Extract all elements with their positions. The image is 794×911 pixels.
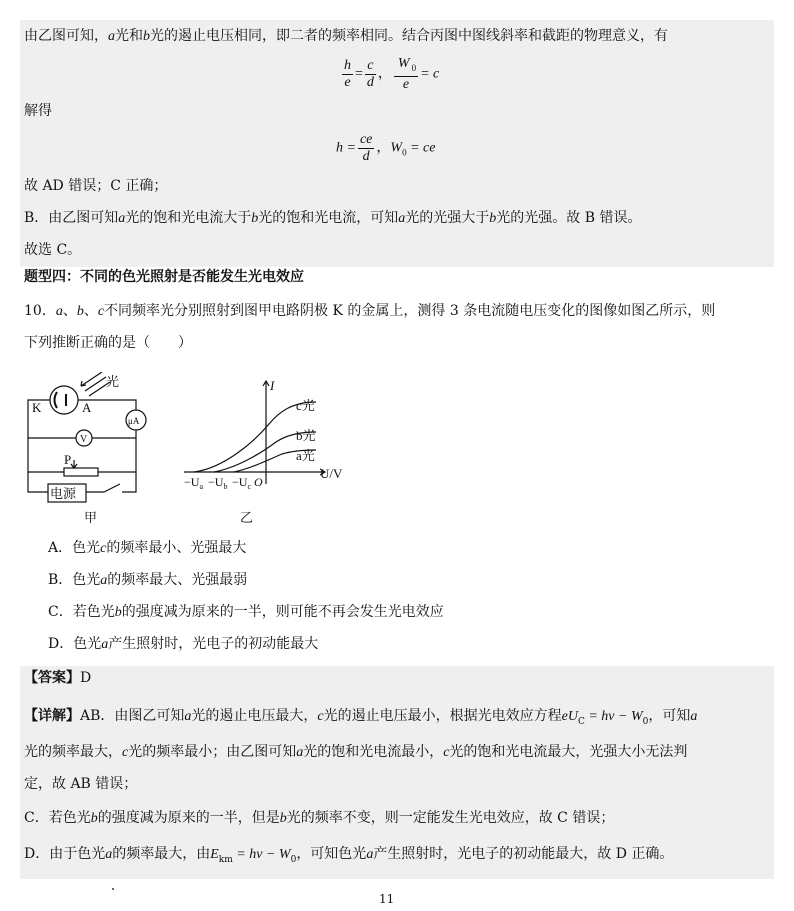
- neg-ub-label: $-U_b$: [208, 475, 228, 491]
- option-c: C．若色光b的强度减为原来的一半，则可能不再会发生光电效应: [48, 604, 444, 620]
- light-ray-1: [81, 372, 102, 386]
- section-title: 题型四：不同的色光照射是否能发生光电效应: [24, 269, 304, 285]
- k-label: K: [32, 400, 42, 415]
- a-label-graph: a光: [296, 448, 315, 463]
- neg-ua-label: $-U_a$: [184, 475, 203, 491]
- wire-right: [92, 430, 136, 438]
- question-stem-1: 10．a、b、c不同频率光分别照射到图甲电路阴极 K 的金属上，测得 3 条电流随电压变化的图像如图乙所示，则: [24, 303, 716, 319]
- light-ray-2: [85, 377, 106, 391]
- a-label: A: [82, 400, 92, 415]
- answer-line: 【答案】D: [24, 670, 92, 686]
- equation-2: h = $\frac{ce}{d}$ ，$W_0$ = ce: [336, 132, 436, 164]
- voltmeter-label: V: [80, 434, 88, 445]
- solve-label: 解得: [24, 103, 52, 119]
- detail-line-1: 【详解】AB．由图乙可知a光的遏止电压最大，c光的遏止电压最小，根据光电效应方程$eU_C = h\nu - W_0$，可知a: [24, 708, 698, 727]
- solution-c: 故选 C。: [24, 242, 82, 258]
- scan-dot: [112, 888, 114, 890]
- detail-line-3: 定，故 AB 错误；: [24, 776, 138, 792]
- u-label: U/V: [320, 466, 343, 481]
- circuit-diagram: [28, 372, 146, 525]
- switch: [86, 484, 120, 492]
- neg-uc-label: $-U_c$: [232, 475, 252, 491]
- figure-svg: [24, 372, 364, 532]
- c-label: c光: [296, 398, 315, 413]
- origin-label: O: [254, 475, 263, 489]
- equation-1: $\frac{h}{e}$ = $\frac{c}{d}$ ， $\frac{W _0}{e}$ = c: [344, 56, 440, 92]
- b-label: b光: [296, 428, 316, 443]
- option-a: A．色光c的频率最小、光强最大: [48, 540, 247, 556]
- iv-graph: [184, 378, 343, 525]
- source-label: 电源: [50, 486, 77, 501]
- option-d: D．色光a产生照射时，光电子的初动能最大: [48, 636, 319, 652]
- detail-line-2: 光的频率最大，c光的频率最小；由乙图可知a光的饱和光电流最小，c光的饱和光电流最大，光强大小无法判: [24, 744, 688, 760]
- solution-b: B．由乙图可知a光的饱和光电流大于b光的饱和光电流，可知a光的光强大于b光的光强。故 B 错误。: [24, 210, 642, 226]
- solution-line-1: 由乙图可知，a光和b光的遏止电压相同，即二者的频率相同。结合丙图中图线斜率和截距的物理意义，有: [24, 28, 668, 44]
- detail-line-5: D．由于色光a的频率最大，由$E_{km} = h\nu - W_0$，可知色光a产生照射时，光电子的初动能最大，故 D 正确。: [24, 846, 674, 865]
- slider-arrow: [71, 460, 77, 468]
- p-label: P: [64, 452, 72, 467]
- i-label: I: [270, 378, 275, 393]
- figure: [24, 372, 364, 536]
- rheostat: [64, 468, 98, 476]
- detail-line-4: C．若色光b的强度减为原来的一半，但是b光的频率不变，则一定能发生光电效应，故 C 错误；: [24, 810, 615, 826]
- page-number: 11: [379, 892, 395, 906]
- caption-yi: 乙: [240, 510, 254, 525]
- wire-source-left: [28, 472, 48, 492]
- question-stem-2: 下列推断正确的是（ ）: [24, 335, 192, 351]
- option-b: B．色光a的频率最大、光强最弱: [48, 572, 248, 588]
- wire-source-right: [122, 472, 136, 492]
- cathode: [55, 392, 58, 408]
- ammeter-label: μA: [128, 416, 140, 426]
- light-label: 光: [106, 374, 120, 389]
- wire-rheostat-left: [28, 438, 64, 472]
- wire-rheostat-right: [98, 438, 136, 472]
- solution-ad: 故 AD 错误；C 正确；: [24, 178, 168, 194]
- caption-jia: 甲: [84, 510, 98, 525]
